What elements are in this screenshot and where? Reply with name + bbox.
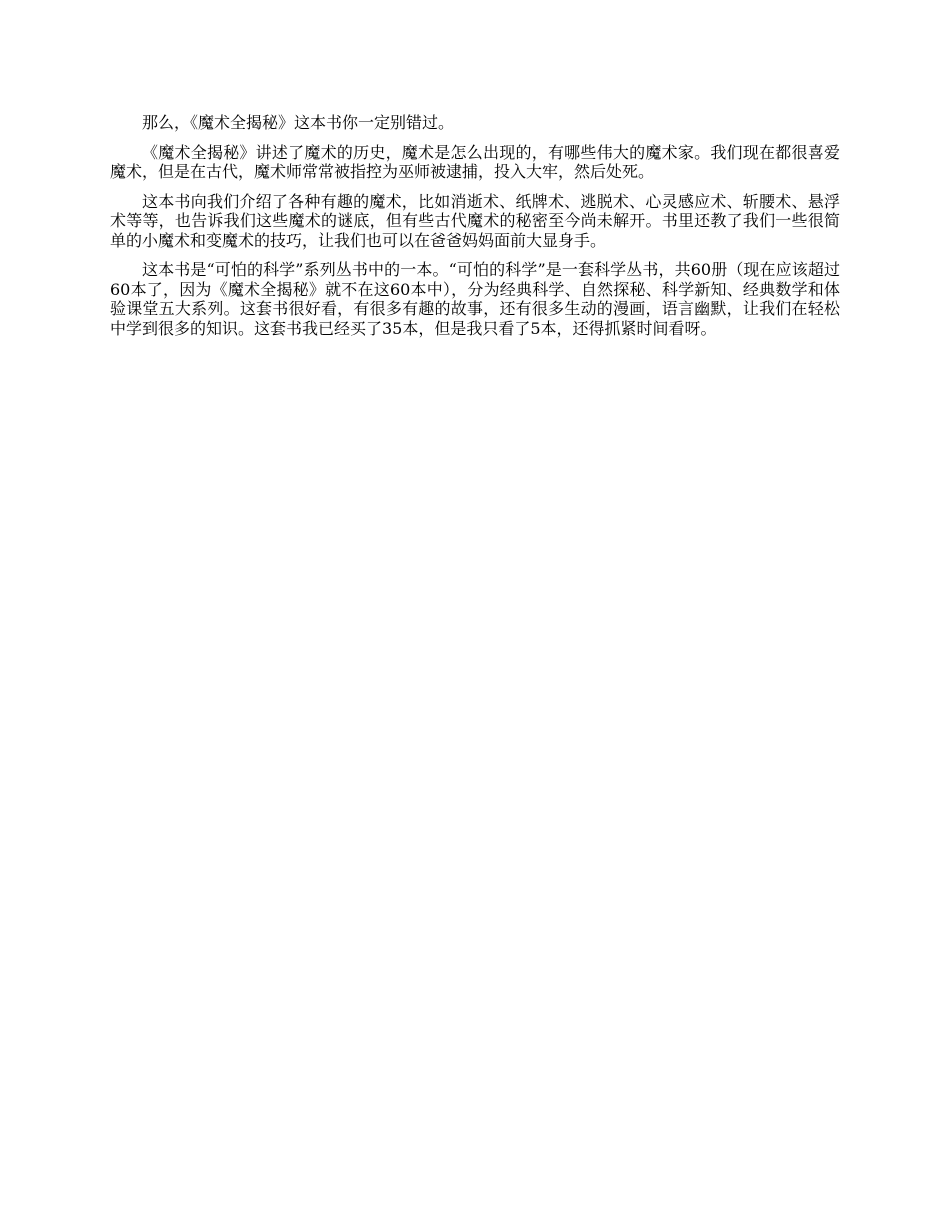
paragraph-history: 《魔术全揭秘》讲述了魔术的历史，魔术是怎么出现的，有哪些伟大的魔术家。我们现在都很喜爱魔术，但是在古代，魔术师常常被指控为巫师被逮捕，投入大牢，然后处死。 (110, 142, 840, 181)
paragraph-tricks: 这本书向我们介绍了各种有趣的魔术，比如消逝术、纸牌术、逃脱术、心灵感应术、斩腰术、悬浮术等等，也告诉我们这些魔术的谜底，但有些古代魔术的秘密至今尚未解开。书里还教了我们一些很简单的小魔术和变魔术的技巧，让我们也可以在爸爸妈妈面前大显身手。 (110, 191, 840, 250)
paragraph-series: 这本书是“可怕的科学”系列丛书中的一本。“可怕的科学”是一套科学丛书，共60册（现在应该超过60本了，因为《魔术全揭秘》就不在这60本中），分为经典科学、自然探秘、科学新知、经典数学和体验课堂五大系列。这套书很好看，有很多有趣的故事，还有很多生动的漫画，语言幽默，让我们在轻松中学到很多的知识。这套书我已经买了35本，但是我只看了5本，还得抓紧时间看呀。 (110, 260, 840, 338)
paragraph-intro: 那么，《魔术全揭秘》这本书你一定别错过。 (142, 113, 455, 132)
document-body (110, 113, 840, 348)
